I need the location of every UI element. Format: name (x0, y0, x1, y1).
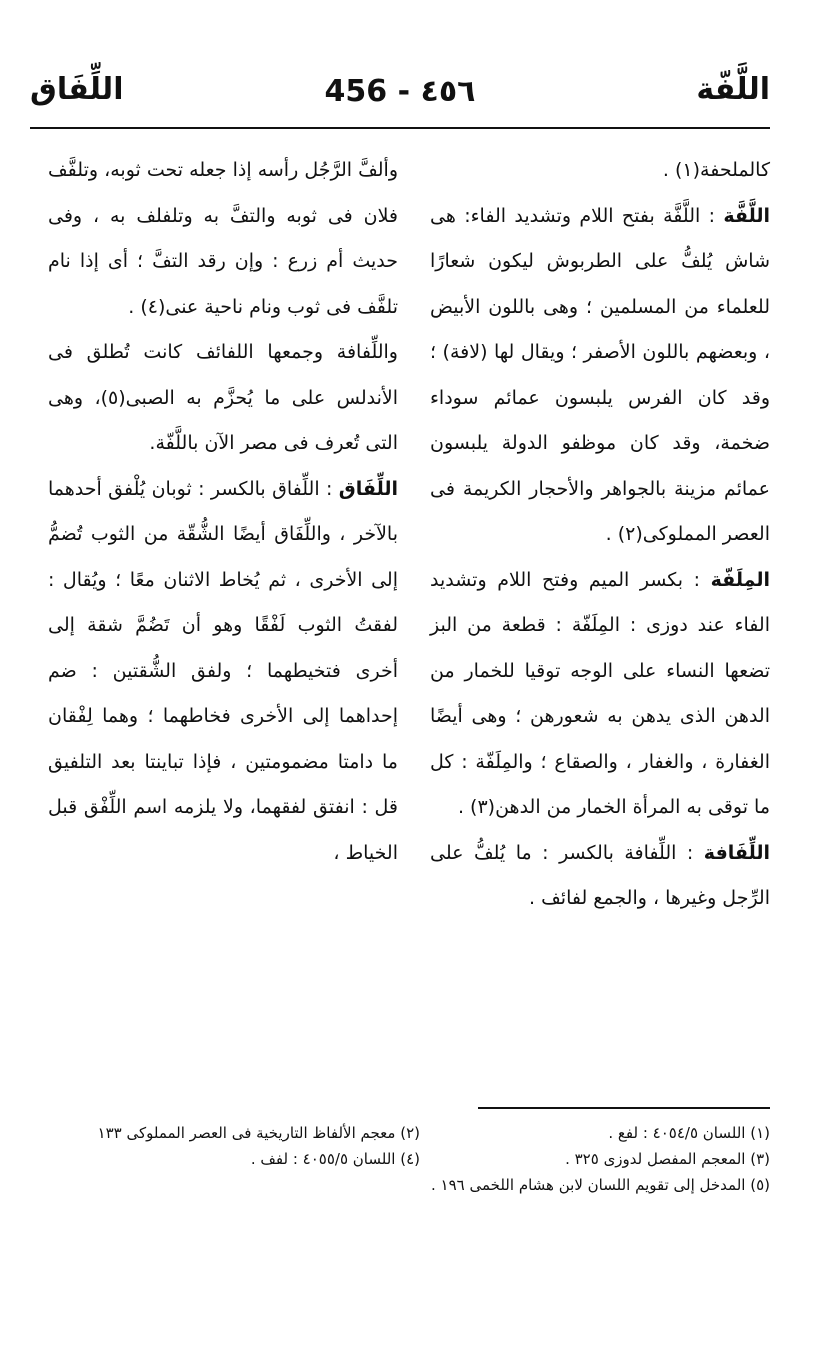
entry-term: اللِّفَاق (338, 477, 398, 500)
header-entry-first: اللَّفّة (696, 72, 770, 107)
footnote-row (60, 1146, 770, 1172)
entry-term: اللَّفَّة (723, 204, 770, 227)
entry-allaffa (430, 194, 770, 558)
entry-allifafa (430, 831, 770, 922)
page-header (30, 66, 770, 126)
footnote-2: (٢) معجم الألفاظ التاريخية فى العصر المملوكى ١٣٣ (97, 1124, 420, 1142)
entry-text: : اللَّفَّة بفتح اللام وتشديد الفاء: هى شاش يُلفُّ على الطربوش ليكون شعارًا للعلماء من المسلمين ؛ وهى باللون الأبيض ، وبعضهم باللون الأصفر ؛ ويقال لها (لافة) ؛ وقد كان الفرس يلبسون عمائم سوداء ضخمة، وقد كان موظفو الدولة يلبسون عمائم مزينة بالجواهر والأحجار الكريمة فى العصر المملوكى(٢) . (430, 204, 770, 545)
paragraph: وألفَّ الرَّجُل رأسه إذا جعله تحت ثوبه، وتلفَّف فلان فى ثوبه والتفَّ به وتلفلف به ، وفى حديث أم زرع : وإن رقد التفَّ ؛ أى إذا نام تلفَّف فى ثوب ونام ناحية عنى(٤) . (48, 159, 398, 318)
footnote-5: (٥) المدخل إلى تقويم اللسان لابن هشام اللخمى ١٩٦ . (431, 1176, 770, 1194)
right-column (430, 148, 770, 922)
entry-allifaq (48, 467, 398, 877)
footnote-4: (٤) اللسان ٤٠٥٥/٥ : لفف . (250, 1150, 420, 1168)
paragraph: واللِّفافة وجمعها اللفائف كانت تُطلق فى الأندلس على ما يُحزَّم به الصبى(٥)، وهى التى تُعرف فى مصر الآن باللَّفّة. (48, 341, 398, 454)
entry-almilaffa (430, 558, 770, 831)
entry-text: : بكسر الميم وفتح اللام وتشديد الفاء عند دوزى : المِلَفّة : قطعة من البز تضعها النساء على الوجه توقيا للخمار من الدهن الذى يدهن به شعورهن ؛ وهى أيضًا الغفارة ، والغفار ، والصقاع ؛ والمِلَفّة : كل ما توقى به المرأة الخمار من الدهن(٣) . (430, 568, 770, 818)
entry-term: اللِّفَافة (703, 841, 770, 864)
entry-term: المِلَفّة (710, 568, 770, 591)
header-entry-last: اللِّفَاق (30, 72, 124, 107)
left-column (48, 148, 398, 876)
footnote-row (60, 1172, 770, 1198)
footnotes (60, 1120, 770, 1198)
entry-text: : اللِّفافة بالكسر : ما يُلفُّ على الرِّجل وغيرها ، والجمع لفائف . (430, 841, 770, 909)
entry-text: : اللِّفاق بالكسر : ثوبان يُلْفق أحدهما بالآخر ، واللِّفَاق أيضًا الشُّقّة من الثوب تُضمُّ إلى الأخرى ، ثم يُخاط الاثنان معًا ؛ ويُقال : لفقتُ الثوب لَفْقًا وهو أن تَضُمَّ شقة إلى أخرى فتخيطهما ؛ ولفق الشُّقتين : ضم إحداهما إلى الأخرى فخاطهما ؛ وهما لِفْقان ما دامتا مضمومتين ، فإذا تباينتا بعد التلفيق قل : انفتق لفقهما، ولا يلزمه اسم اللِّفْق قبل الخياط ، (48, 477, 398, 864)
footnote-1: (١) اللسان ٤٠٥٤/٥ : لفع . (608, 1124, 770, 1142)
header-divider (30, 127, 770, 129)
footnote-divider (478, 1107, 770, 1109)
paragraph-continuation: كالملحفة(١) . (662, 159, 770, 181)
footnote-3: (٣) المعجم المفصل لدوزى ٣٢٥ . (565, 1150, 770, 1168)
page-number: 456 - ٤٥٦ (324, 74, 476, 109)
footnote-row (60, 1120, 770, 1146)
